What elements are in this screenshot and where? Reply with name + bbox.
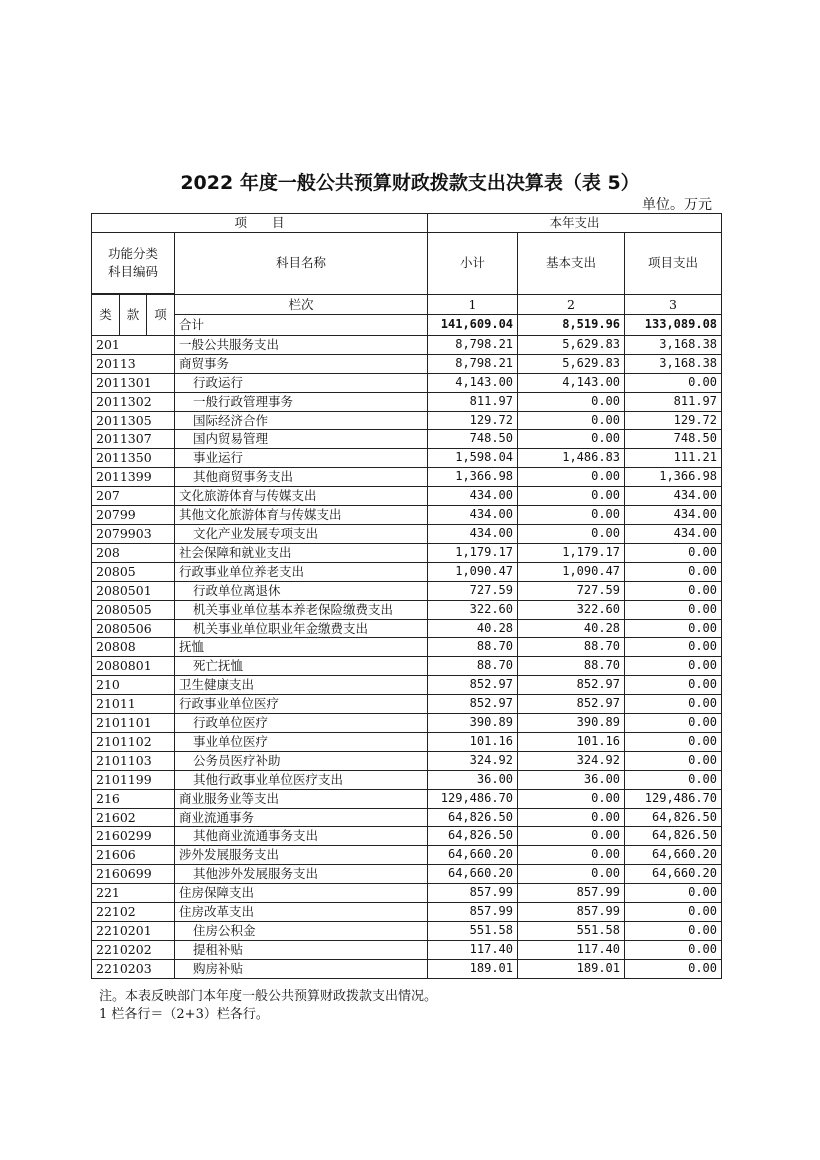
table-row — [92, 714, 722, 733]
row-code: 2080501 — [92, 581, 175, 600]
row-basic: 0.00 — [518, 411, 625, 430]
header-row-2 — [92, 232, 722, 293]
row-subject-name: 提租补贴 — [175, 940, 428, 959]
row-subject-name: 国内贸易管理 — [175, 430, 428, 449]
row-project: 0.00 — [625, 543, 722, 562]
row-code: 2079903 — [92, 524, 175, 543]
header-col2: 2 — [518, 294, 625, 315]
row-subtotal: 852.97 — [428, 695, 518, 714]
row-basic: 727.59 — [518, 581, 625, 600]
row-project: 64,826.50 — [625, 808, 722, 827]
row-project: 0.00 — [625, 751, 722, 770]
header-basic: 基本支出 — [518, 232, 625, 294]
row-code: 210 — [92, 676, 175, 695]
table-row — [92, 449, 722, 468]
row-subject-name: 行政单位医疗 — [175, 714, 428, 733]
row-subtotal: 551.58 — [428, 922, 518, 941]
table-row — [92, 808, 722, 827]
row-subtotal: 434.00 — [428, 487, 518, 506]
row-project: 0.00 — [625, 959, 722, 978]
table-row — [92, 638, 722, 657]
row-code: 2011305 — [92, 411, 175, 430]
row-project: 0.00 — [625, 714, 722, 733]
row-subject-name: 抚恤 — [175, 638, 428, 657]
row-project: 64,660.20 — [625, 846, 722, 865]
row-subtotal: 1,179.17 — [428, 543, 518, 562]
row-basic: 0.00 — [518, 487, 625, 506]
header-row-1 — [92, 214, 722, 233]
row-subject-name: 行政运行 — [175, 373, 428, 392]
row-project: 0.00 — [625, 884, 722, 903]
table-row — [92, 884, 722, 903]
table-row — [92, 770, 722, 789]
row-code: 20805 — [92, 562, 175, 581]
table-row — [92, 430, 722, 449]
row-basic: 101.16 — [518, 732, 625, 751]
row-subtotal: 36.00 — [428, 770, 518, 789]
row-subject-name: 其他商业流通事务支出 — [175, 827, 428, 846]
row-subtotal: 852.97 — [428, 676, 518, 695]
table-row — [92, 751, 722, 770]
total-name: 合计 — [175, 315, 428, 336]
row-subtotal: 88.70 — [428, 638, 518, 657]
row-basic: 189.01 — [518, 959, 625, 978]
row-code: 2011302 — [92, 392, 175, 411]
row-subject-name: 事业单位医疗 — [175, 732, 428, 751]
row-subtotal: 101.16 — [428, 732, 518, 751]
table-row — [92, 411, 722, 430]
row-project: 0.00 — [625, 638, 722, 657]
row-subtotal: 64,826.50 — [428, 827, 518, 846]
row-basic: 0.00 — [518, 865, 625, 884]
row-subject-name: 文化产业发展专项支出 — [175, 524, 428, 543]
header-func-code: 功能分类 科目编码 — [92, 232, 175, 293]
row-code: 20808 — [92, 638, 175, 657]
row-basic: 0.00 — [518, 789, 625, 808]
row-basic: 857.99 — [518, 903, 625, 922]
row-code: 2210202 — [92, 940, 175, 959]
row-basic: 0.00 — [518, 392, 625, 411]
table-row — [92, 865, 722, 884]
row-project: 0.00 — [625, 600, 722, 619]
row-subject-name: 行政单位离退休 — [175, 581, 428, 600]
row-subject-name: 行政事业单位养老支出 — [175, 562, 428, 581]
row-project: 0.00 — [625, 619, 722, 638]
row-code: 21602 — [92, 808, 175, 827]
row-basic: 324.92 — [518, 751, 625, 770]
row-code: 2101101 — [92, 714, 175, 733]
row-subject-name: 一般行政管理事务 — [175, 392, 428, 411]
row-subtotal: 857.99 — [428, 884, 518, 903]
header-item: 项 目 — [92, 214, 428, 233]
row-basic: 0.00 — [518, 468, 625, 487]
row-subject-name: 国际经济合作 — [175, 411, 428, 430]
row-subject-name: 一般公共服务支出 — [175, 335, 428, 354]
row-subject-name: 机关事业单位基本养老保险缴费支出 — [175, 600, 428, 619]
header-project: 项目支出 — [625, 232, 722, 294]
row-code: 21606 — [92, 846, 175, 865]
row-subtotal: 4,143.00 — [428, 373, 518, 392]
total-project: 133,089.08 — [625, 315, 722, 336]
row-subject-name: 其他商贸事务支出 — [175, 468, 428, 487]
row-project: 111.21 — [625, 449, 722, 468]
row-code: 2210201 — [92, 922, 175, 941]
row-project: 434.00 — [625, 506, 722, 525]
row-code: 20113 — [92, 354, 175, 373]
header-kuan: 款 — [120, 294, 147, 335]
row-project: 0.00 — [625, 676, 722, 695]
row-code: 2080801 — [92, 657, 175, 676]
table-row — [92, 581, 722, 600]
row-basic: 88.70 — [518, 657, 625, 676]
row-basic: 322.60 — [518, 600, 625, 619]
row-subtotal: 857.99 — [428, 903, 518, 922]
header-column-no: 栏次 — [175, 294, 428, 315]
table-row — [92, 392, 722, 411]
row-project: 0.00 — [625, 695, 722, 714]
row-basic: 0.00 — [518, 827, 625, 846]
row-code: 22102 — [92, 903, 175, 922]
row-subtotal: 189.01 — [428, 959, 518, 978]
row-code: 208 — [92, 543, 175, 562]
row-subject-name: 住房公积金 — [175, 922, 428, 941]
row-basic: 5,629.83 — [518, 354, 625, 373]
row-project: 434.00 — [625, 487, 722, 506]
row-basic: 117.40 — [518, 940, 625, 959]
row-code: 2080506 — [92, 619, 175, 638]
row-subject-name: 其他文化旅游体育与传媒支出 — [175, 506, 428, 525]
row-subject-name: 涉外发展服务支出 — [175, 846, 428, 865]
row-subtotal: 64,660.20 — [428, 865, 518, 884]
row-code: 2011399 — [92, 468, 175, 487]
table-row — [92, 940, 722, 959]
row-basic: 1,179.17 — [518, 543, 625, 562]
row-subject-name: 商业服务业等支出 — [175, 789, 428, 808]
row-code: 2011350 — [92, 449, 175, 468]
row-project: 129.72 — [625, 411, 722, 430]
table-row — [92, 619, 722, 638]
table-row — [92, 543, 722, 562]
row-project: 0.00 — [625, 940, 722, 959]
row-code: 2011307 — [92, 430, 175, 449]
row-subtotal: 322.60 — [428, 600, 518, 619]
header-row-3 — [92, 294, 722, 315]
total-subtotal: 141,609.04 — [428, 315, 518, 336]
header-current-year: 本年支出 — [428, 214, 722, 233]
row-basic: 36.00 — [518, 770, 625, 789]
expenditure-table — [91, 213, 722, 979]
table-row — [92, 903, 722, 922]
row-project: 3,168.38 — [625, 354, 722, 373]
total-basic: 8,519.96 — [518, 315, 625, 336]
row-project: 3,168.38 — [625, 335, 722, 354]
header-xiang: 项 — [147, 294, 175, 335]
row-subtotal: 129.72 — [428, 411, 518, 430]
row-basic: 0.00 — [518, 524, 625, 543]
row-code: 2101103 — [92, 751, 175, 770]
row-subject-name: 购房补贴 — [175, 959, 428, 978]
row-subject-name: 住房改革支出 — [175, 903, 428, 922]
row-subtotal: 88.70 — [428, 657, 518, 676]
row-code: 2160699 — [92, 865, 175, 884]
row-subject-name: 住房保障支出 — [175, 884, 428, 903]
row-subtotal: 1,598.04 — [428, 449, 518, 468]
table-row — [92, 373, 722, 392]
row-subtotal: 727.59 — [428, 581, 518, 600]
table-row — [92, 922, 722, 941]
table-row — [92, 487, 722, 506]
table-row — [92, 562, 722, 581]
table-title: 2022 年度一般公共预算财政拨款支出决算表（表 5） — [180, 172, 640, 194]
table-row — [92, 335, 722, 354]
row-project: 64,660.20 — [625, 865, 722, 884]
row-subject-name: 卫生健康支出 — [175, 676, 428, 695]
row-code: 207 — [92, 487, 175, 506]
row-project: 0.00 — [625, 903, 722, 922]
row-basic: 0.00 — [518, 846, 625, 865]
row-project: 0.00 — [625, 373, 722, 392]
row-project: 748.50 — [625, 430, 722, 449]
row-project: 0.00 — [625, 732, 722, 751]
header-col1: 1 — [428, 294, 518, 315]
header-subject-name: 科目名称 — [175, 232, 428, 294]
row-project: 129,486.70 — [625, 789, 722, 808]
row-code: 2080505 — [92, 600, 175, 619]
row-basic: 88.70 — [518, 638, 625, 657]
row-subtotal: 129,486.70 — [428, 789, 518, 808]
row-code: 2160299 — [92, 827, 175, 846]
row-subject-name: 文化旅游体育与传媒支出 — [175, 487, 428, 506]
header-lei: 类 — [92, 294, 120, 335]
row-subject-name: 其他行政事业单位医疗支出 — [175, 770, 428, 789]
row-subtotal: 64,826.50 — [428, 808, 518, 827]
row-basic: 551.58 — [518, 922, 625, 941]
row-basic: 852.97 — [518, 695, 625, 714]
row-basic: 40.28 — [518, 619, 625, 638]
row-project: 1,366.98 — [625, 468, 722, 487]
row-subtotal: 811.97 — [428, 392, 518, 411]
row-code: 2210203 — [92, 959, 175, 978]
row-code: 2101199 — [92, 770, 175, 789]
row-basic: 0.00 — [518, 430, 625, 449]
row-code: 20799 — [92, 506, 175, 525]
row-subtotal: 117.40 — [428, 940, 518, 959]
row-basic: 0.00 — [518, 808, 625, 827]
row-project: 0.00 — [625, 770, 722, 789]
row-code: 216 — [92, 789, 175, 808]
row-subject-name: 商业流通事务 — [175, 808, 428, 827]
total-row — [92, 315, 722, 336]
row-subtotal: 8,798.21 — [428, 335, 518, 354]
header-subtotal: 小计 — [428, 232, 518, 294]
table-row — [92, 789, 722, 808]
row-basic: 1,090.47 — [518, 562, 625, 581]
row-subtotal: 8,798.21 — [428, 354, 518, 373]
table-row — [92, 506, 722, 525]
row-project: 811.97 — [625, 392, 722, 411]
table-row — [92, 695, 722, 714]
row-subtotal: 64,660.20 — [428, 846, 518, 865]
note-1: 注。本表反映部门本年度一般公共预算财政拨款支出情况。 — [99, 989, 438, 1004]
row-project: 0.00 — [625, 562, 722, 581]
unit-label: 单位。万元 — [642, 197, 712, 213]
row-subject-name: 死亡抚恤 — [175, 657, 428, 676]
row-basic: 0.00 — [518, 506, 625, 525]
row-subject-name: 社会保障和就业支出 — [175, 543, 428, 562]
table-row — [92, 657, 722, 676]
note-2: 1 栏各行＝（2+3）栏各行。 — [99, 1007, 269, 1022]
row-basic: 390.89 — [518, 714, 625, 733]
row-basic: 852.97 — [518, 676, 625, 695]
row-subtotal: 1,090.47 — [428, 562, 518, 581]
row-project: 434.00 — [625, 524, 722, 543]
row-project: 64,826.50 — [625, 827, 722, 846]
row-basic: 4,143.00 — [518, 373, 625, 392]
row-basic: 5,629.83 — [518, 335, 625, 354]
table-row — [92, 846, 722, 865]
row-subtotal: 434.00 — [428, 524, 518, 543]
header-col3: 3 — [625, 294, 722, 315]
table-row — [92, 827, 722, 846]
row-code: 2011301 — [92, 373, 175, 392]
row-project: 0.00 — [625, 922, 722, 941]
table-row — [92, 468, 722, 487]
row-subject-name: 其他涉外发展服务支出 — [175, 865, 428, 884]
table-row — [92, 524, 722, 543]
row-code: 201 — [92, 335, 175, 354]
row-subtotal: 390.89 — [428, 714, 518, 733]
table-row — [92, 732, 722, 751]
table-row — [92, 354, 722, 373]
row-subtotal: 40.28 — [428, 619, 518, 638]
row-subject-name: 机关事业单位职业年金缴费支出 — [175, 619, 428, 638]
row-subject-name: 商贸事务 — [175, 354, 428, 373]
row-project: 0.00 — [625, 657, 722, 676]
table-row — [92, 676, 722, 695]
row-basic: 857.99 — [518, 884, 625, 903]
table-row — [92, 959, 722, 978]
row-subtotal: 1,366.98 — [428, 468, 518, 487]
row-basic: 1,486.83 — [518, 449, 625, 468]
row-subtotal: 324.92 — [428, 751, 518, 770]
row-subject-name: 行政事业单位医疗 — [175, 695, 428, 714]
row-subtotal: 434.00 — [428, 506, 518, 525]
row-subject-name: 事业运行 — [175, 449, 428, 468]
row-code: 21011 — [92, 695, 175, 714]
row-subject-name: 公务员医疗补助 — [175, 751, 428, 770]
row-code: 2101102 — [92, 732, 175, 751]
row-code: 221 — [92, 884, 175, 903]
table-row — [92, 600, 722, 619]
row-subtotal: 748.50 — [428, 430, 518, 449]
row-project: 0.00 — [625, 581, 722, 600]
